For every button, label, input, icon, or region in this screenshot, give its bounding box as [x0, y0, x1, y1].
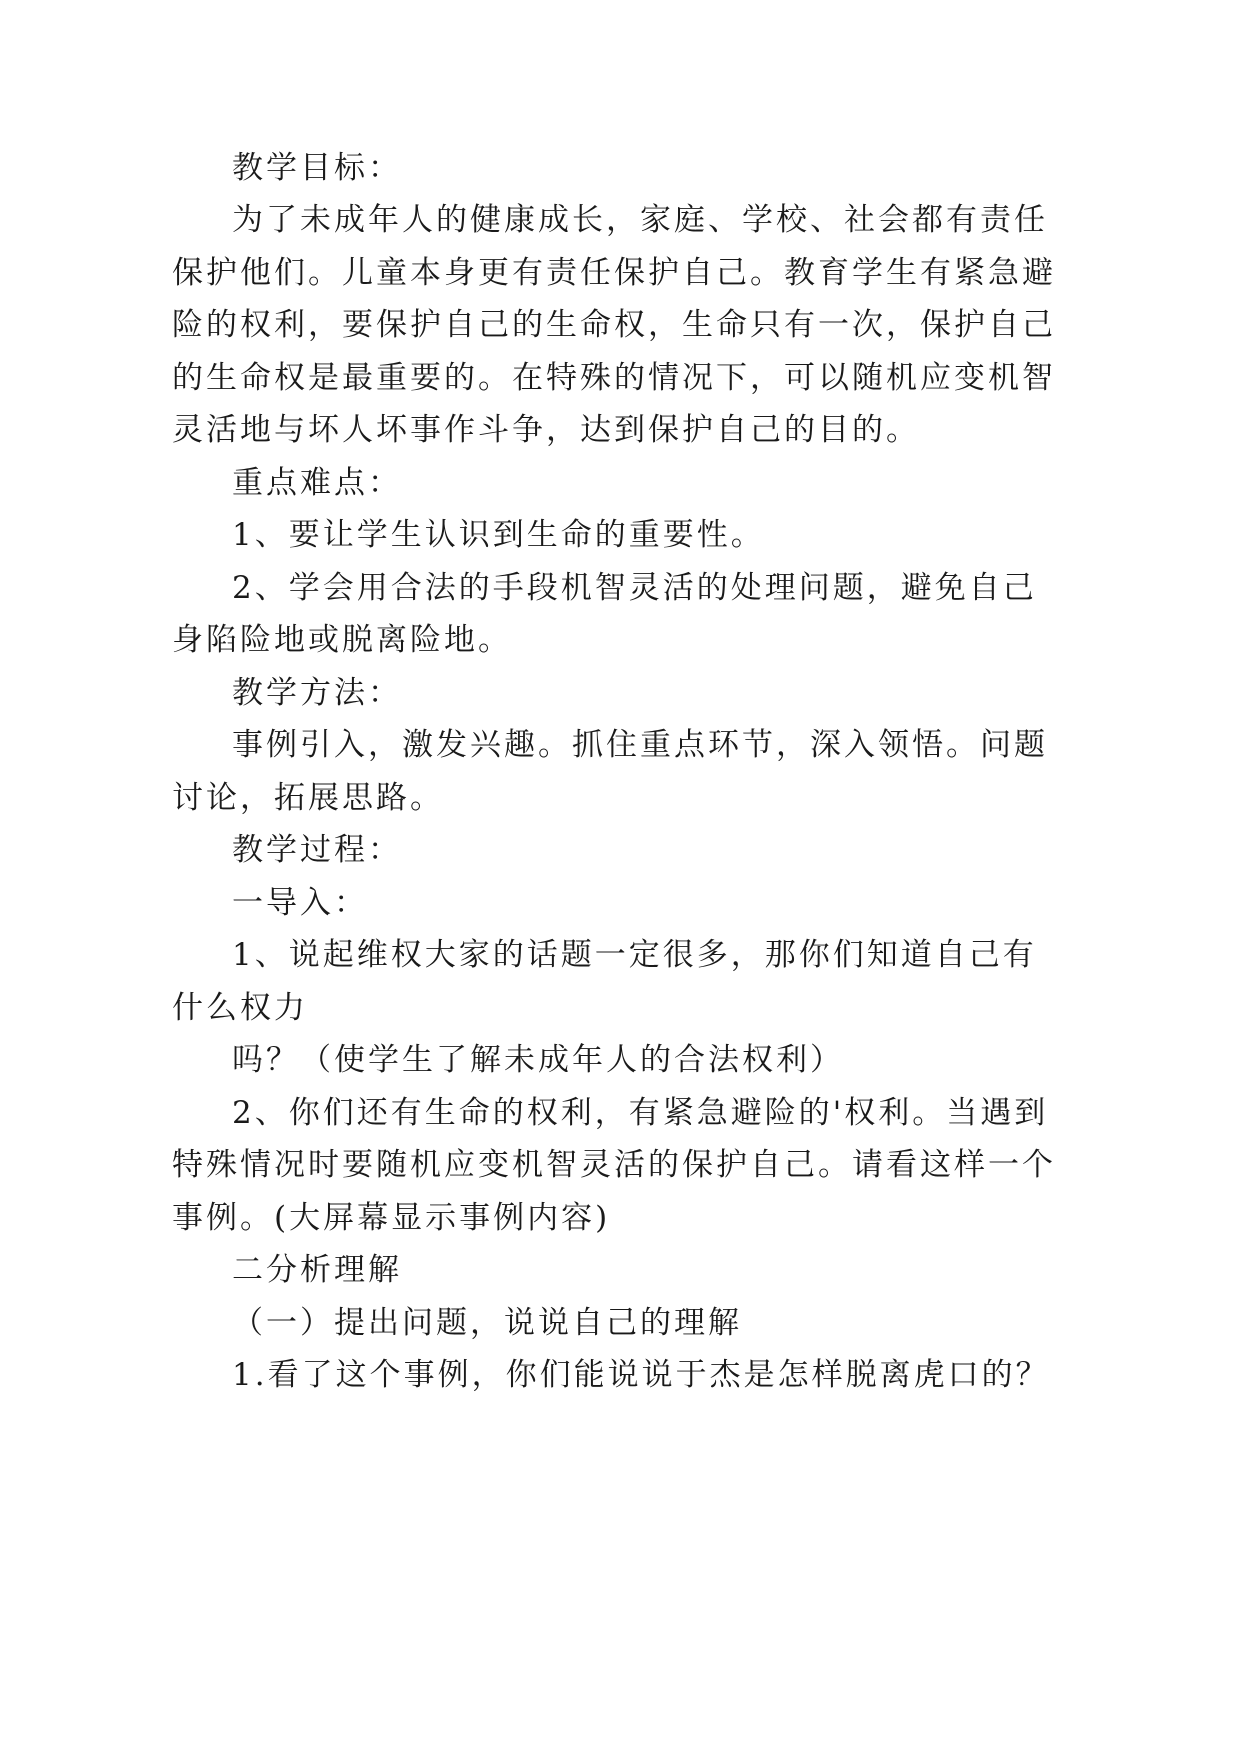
list-item: 1、说起维权大家的话题一定很多，那你们知道自己有	[232, 937, 1037, 973]
list-item: 2、你们还有生命的权利，有紧急避险的'权利。当遇到	[232, 1095, 1049, 1131]
paragraph-line: 事例。(大屏幕显示事例内容)	[172, 1200, 611, 1236]
list-item: 1.看了这个事例，你们能说说于杰是怎样脱离虎口的？	[232, 1357, 1050, 1393]
paragraph-line: 吗？（使学生了解未成年人的合法权利）	[232, 1042, 844, 1078]
paragraph-line: 讨论，拓展思路。	[172, 780, 444, 816]
heading-teaching-methods: 教学方法：	[232, 675, 402, 711]
heading-teaching-process: 教学过程：	[232, 832, 402, 868]
list-item: 1、要让学生认识到生命的重要性。	[232, 517, 765, 553]
paragraph-line: 灵活地与坏人坏事作斗争，达到保护自己的目的。	[172, 412, 920, 448]
paragraph-line: 特殊情况时要随机应变机智灵活的保护自己。请看这样一个	[172, 1147, 1056, 1183]
paragraph-line: 保护他们。儿童本身更有责任保护自己。教育学生有紧急避	[172, 255, 1056, 291]
paragraph-line: 什么权力	[172, 990, 308, 1026]
section-heading: 一导入：	[232, 885, 368, 921]
section-heading: 二分析理解	[232, 1252, 402, 1288]
heading-key-points: 重点难点：	[232, 465, 402, 501]
paragraph-line: 险的权利，要保护自己的生命权，生命只有一次，保护自己	[172, 307, 1056, 343]
paragraph-line: 的生命权是最重要的。在特殊的情况下，可以随机应变机智	[172, 360, 1056, 396]
subsection-heading: （一）提出问题，说说自己的理解	[232, 1305, 742, 1341]
paragraph-line: 身陷险地或脱离险地。	[172, 622, 512, 658]
paragraph-line: 为了未成年人的健康成长，家庭、学校、社会都有责任	[232, 202, 1048, 238]
heading-teaching-goals: 教学目标：	[232, 150, 402, 186]
list-item: 2、学会用合法的手段机智灵活的处理问题，避免自己	[232, 570, 1037, 606]
paragraph-line: 事例引入，激发兴趣。抓住重点环节，深入领悟。问题	[232, 727, 1048, 763]
